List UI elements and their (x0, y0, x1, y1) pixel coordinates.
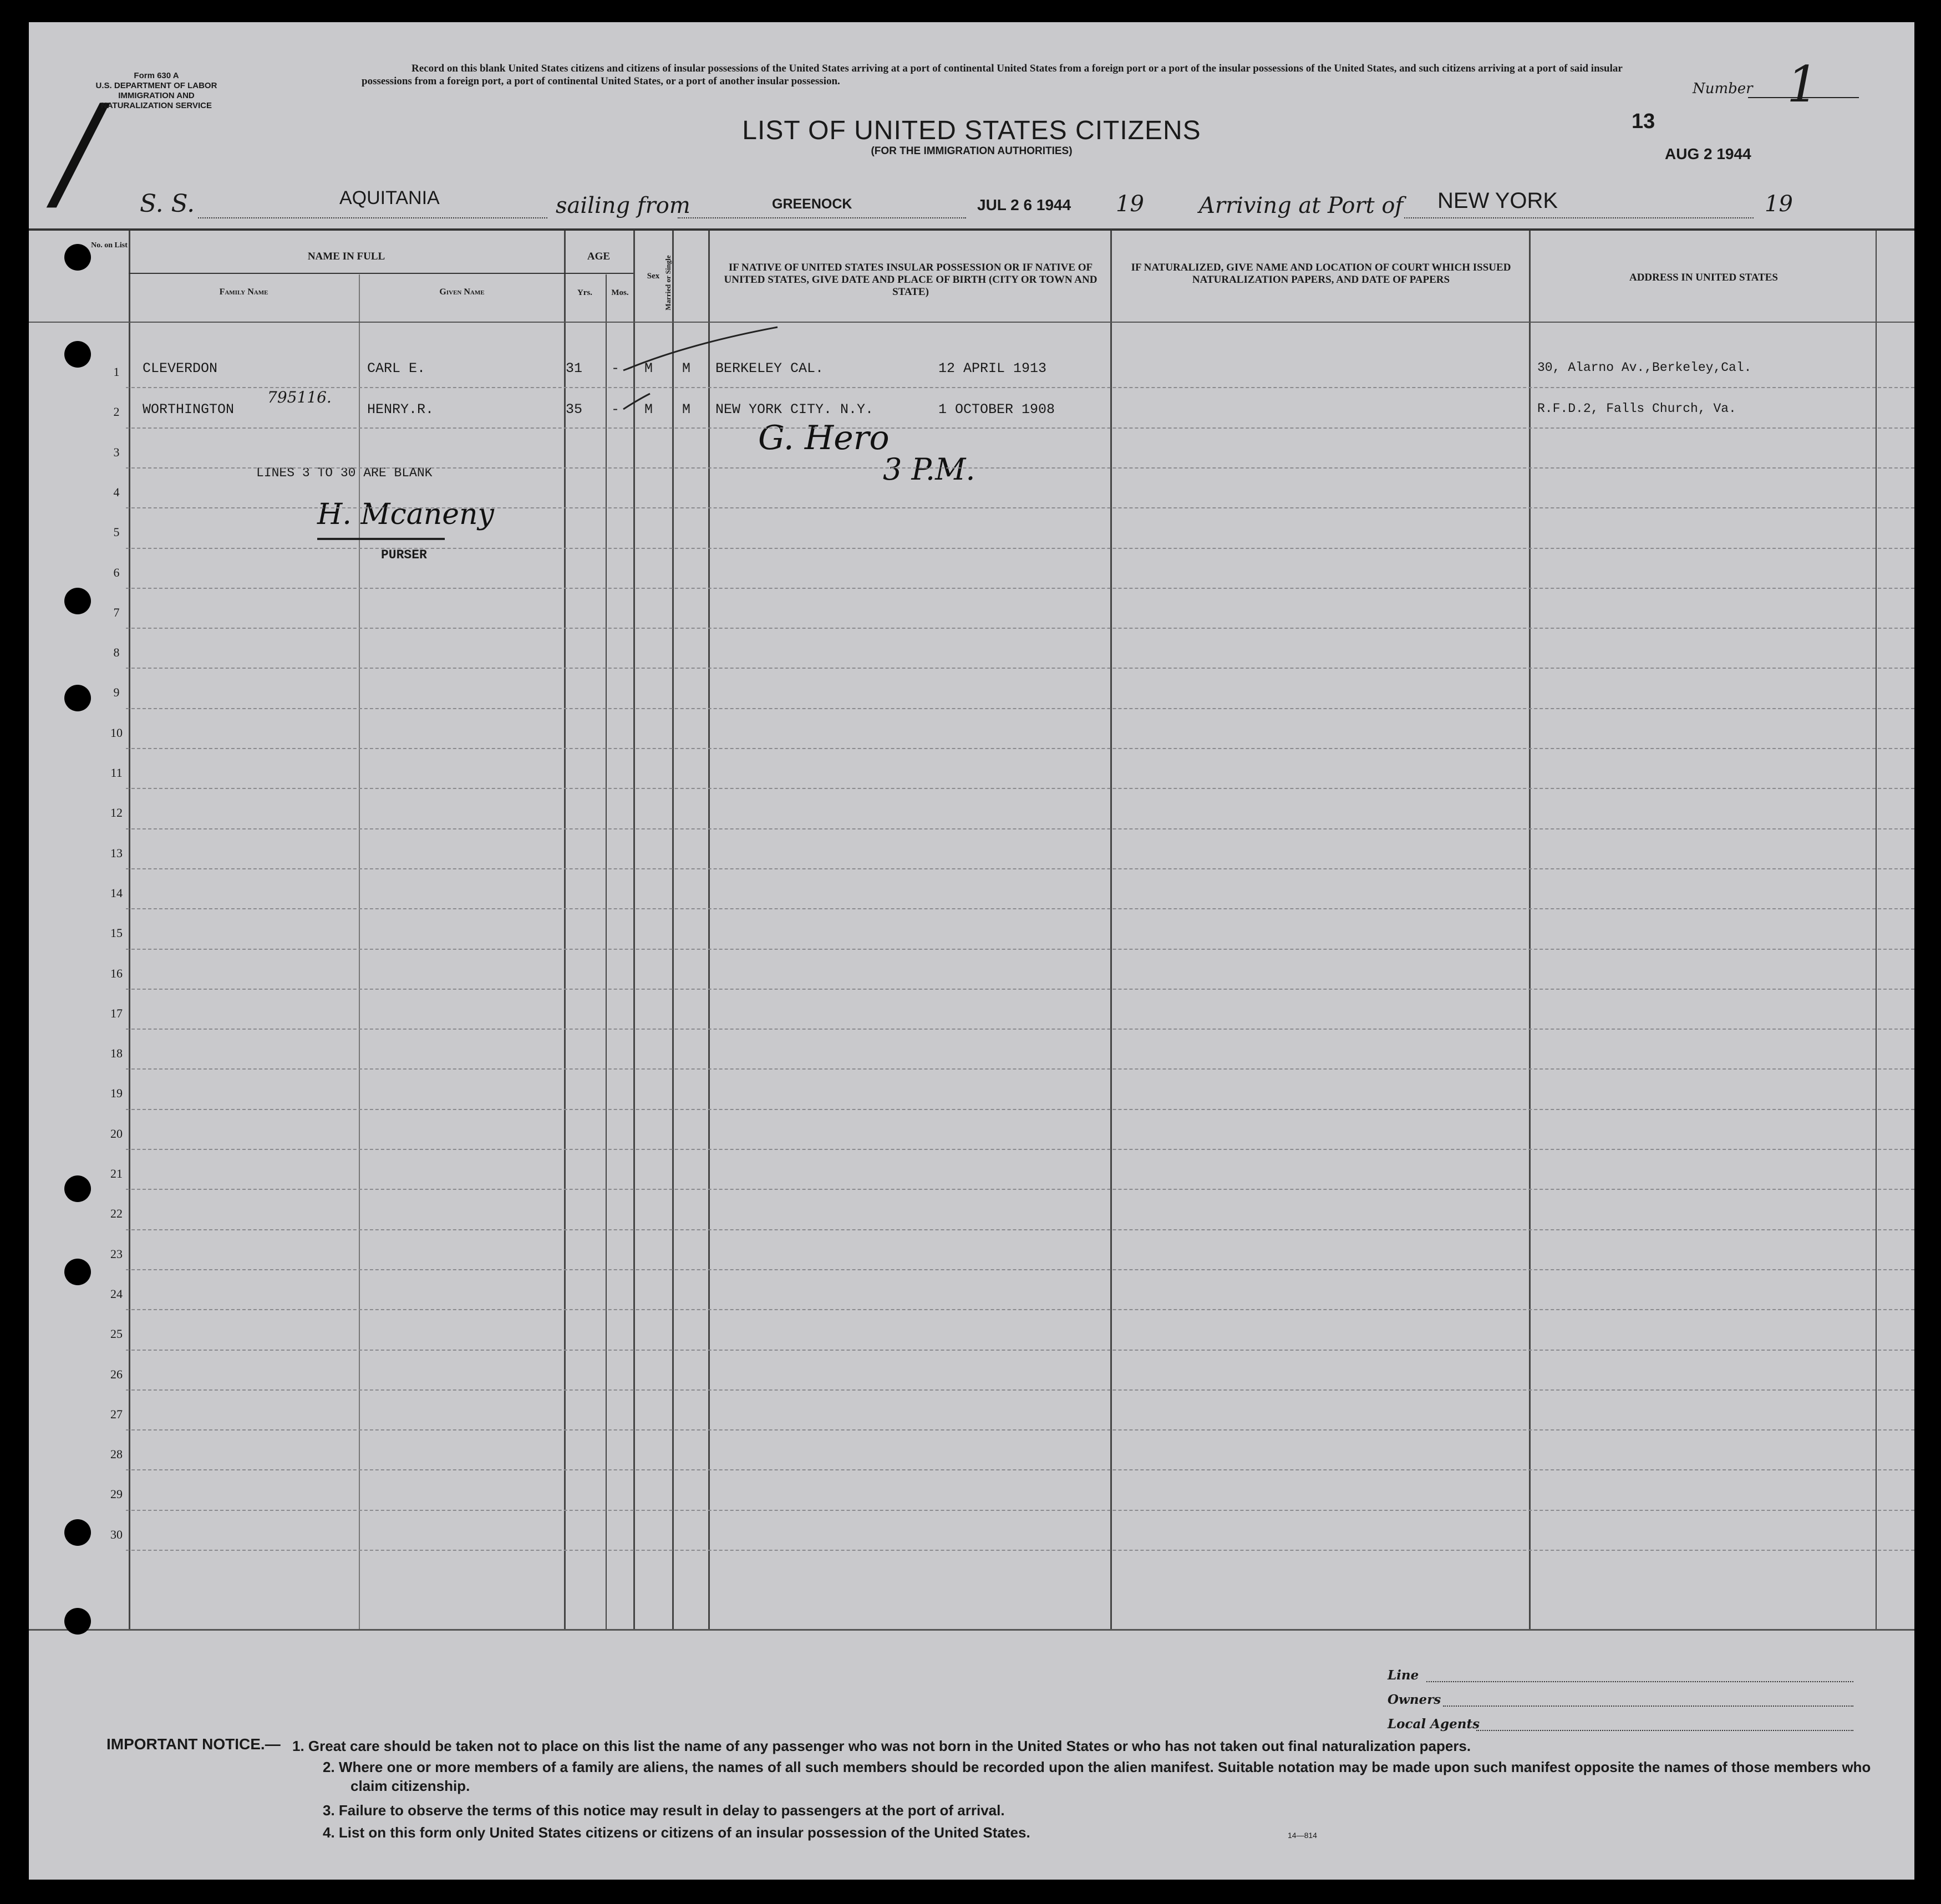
row-2-given: HENRY.R. (367, 401, 434, 418)
table-bottom-rule (29, 1629, 1914, 1631)
row-grid-line (126, 1029, 1914, 1030)
punch-hole (64, 1175, 91, 1202)
row-number: 22 (110, 1206, 123, 1221)
punch-hole (64, 244, 91, 271)
row-number: 19 (110, 1086, 123, 1101)
header-naturalized: IF NATURALIZED, GIVE NAME AND LOCATION OF COURT WHICH ISSUED NATURALIZATION PAPERS, AND DATE OF PAPERS (1131, 262, 1511, 286)
punch-hole (64, 341, 91, 368)
row-grid-line (126, 1189, 1914, 1190)
row-grid-line (126, 427, 1914, 429)
row-2-yrs: 35 (566, 401, 583, 418)
row-1-birthplace: BERKELEY CAL. (715, 360, 824, 376)
form-number: Form 630 A (134, 71, 179, 80)
col-divider-sex (633, 231, 635, 1629)
stamp-number: 13 (1632, 110, 1655, 133)
row-number: 28 (110, 1447, 123, 1462)
row-2-address: R.F.D.2, Falls Church, Va. (1537, 401, 1736, 416)
row-number: 17 (110, 1006, 123, 1020)
row-number: 30 (110, 1527, 123, 1541)
row-grid-line (126, 1389, 1914, 1391)
notice-label: IMPORTANT NOTICE.— (106, 1735, 281, 1753)
row-grid-line (126, 1550, 1914, 1551)
row-grid-line (126, 989, 1914, 990)
row-number: 5 (113, 525, 120, 539)
footer-code: 14—814 (1288, 1831, 1317, 1840)
line-label: Line (1388, 1668, 1419, 1683)
year-prefix-arrival: 19 (1765, 191, 1793, 217)
header-name-in-full: NAME IN FULL (307, 251, 385, 262)
row-grid-line (126, 628, 1914, 629)
col-divider-natural (1110, 231, 1112, 1629)
row-grid-line (126, 1149, 1914, 1150)
row-number: 16 (110, 966, 123, 980)
row-1-birthdate: 12 APRIL 1913 (938, 360, 1047, 376)
punch-hole (64, 588, 91, 614)
row-1-mos: - (611, 360, 620, 376)
row-number: 13 (110, 846, 123, 860)
header-age-divider (564, 273, 633, 274)
form-department: U.S. DEPARTMENT OF LABOR (95, 81, 217, 90)
header-address: ADDRESS IN UNITED STATES (1629, 272, 1778, 283)
row-grid-line (126, 467, 1914, 469)
row-grid-line (126, 1068, 1914, 1070)
row-grid-line (126, 1429, 1914, 1430)
instructions-text: Record on this blank United States citizens and citizens of insular possessions of the United States arriving at a port of continental United States from a foreign port or a port of the insular possessions of the United States, and such citizens arriving at a port of said insular possessions from a foreign port, a port of continental United States, or a port of another insular possession. (362, 63, 1623, 87)
owners-underline (1443, 1706, 1853, 1707)
col-divider-mos (606, 274, 607, 1629)
punch-hole (64, 685, 91, 711)
row-number: 9 (113, 685, 120, 700)
row-number: 25 (110, 1327, 123, 1341)
row-1-family: CLEVERDON (143, 360, 218, 376)
year-prefix-sailing: 19 (1116, 191, 1144, 217)
header-age: AGE (587, 251, 611, 262)
header-birth: IF NATIVE OF UNITED STATES INSULAR POSSESSION OR IF NATIVE OF UNITED STATES, GIVE DATE AND PLACE OF BIRTH (CITY OR TOWN AND STATE) (724, 262, 1097, 298)
row-2-birthdate: 1 OCTOBER 1908 (938, 401, 1055, 418)
row-grid-line (126, 548, 1914, 549)
header-sex: Sex (647, 272, 660, 281)
row-number: 29 (110, 1487, 123, 1501)
row-grid-line (126, 908, 1914, 909)
inspector-initials: G. Hero (758, 419, 890, 457)
notice-4: 4. List on this form only United States citizens or citizens of an insular possession of the United States. (323, 1824, 1030, 1841)
row-number: 8 (113, 645, 120, 660)
row-1-yrs: 31 (566, 360, 583, 376)
agents-underline (1476, 1730, 1853, 1731)
line-underline (1426, 1681, 1853, 1682)
row-grid-line (126, 387, 1914, 388)
form-service-1: IMMIGRATION AND (118, 91, 195, 100)
row-grid-line (126, 868, 1914, 869)
ship-name: AQUITANIA (339, 187, 440, 208)
row-grid-line (126, 1269, 1914, 1270)
header-yrs: Yrs. (577, 288, 593, 297)
row-1-address: 30, Alarno Av.,Berkeley,Cal. (1537, 360, 1752, 375)
col-divider-birth (708, 231, 710, 1629)
row-2-sex: M (644, 401, 653, 418)
col-divider-ms (672, 231, 674, 1629)
row-number: 26 (110, 1367, 123, 1381)
arrival-port: NEW YORK (1437, 189, 1558, 213)
row-number: 20 (110, 1126, 123, 1141)
row-1-marital: M (682, 360, 691, 376)
number-label: Number (1693, 80, 1753, 97)
blank-lines-note: LINES 3 TO 30 ARE BLANK (256, 466, 433, 480)
punch-hole (64, 1259, 91, 1285)
from-underline (678, 217, 966, 218)
row-number: 21 (110, 1167, 123, 1180)
row-number: 6 (113, 565, 120, 579)
row-number: 12 (110, 806, 123, 820)
row-number: 14 (110, 885, 123, 900)
row-grid-line (126, 1109, 1914, 1110)
row-number: 2 (113, 405, 120, 419)
header-married: Married or Single (664, 255, 672, 310)
ship-underline (198, 217, 547, 218)
col-divider-age (564, 231, 566, 1629)
row-grid-line (126, 507, 1914, 508)
stamp-date: AUG 2 1944 (1665, 145, 1751, 162)
punch-hole (64, 1608, 91, 1635)
row-grid-line (126, 1469, 1914, 1470)
notice-3: 3. Failure to observe the terms of this notice may result in delay to passengers at the port of arrival. (323, 1802, 1005, 1819)
row-number: 27 (110, 1407, 123, 1421)
arriving-label: Arriving at Port of (1199, 193, 1404, 218)
port-underline (1404, 217, 1754, 218)
row-number: 3 (113, 445, 120, 459)
row-grid-line (126, 949, 1914, 950)
row-grid-line (126, 1229, 1914, 1230)
form-service-2: NATURALIZATION SERVICE (100, 101, 212, 110)
row-number: 18 (110, 1046, 123, 1061)
col-divider-address (1529, 231, 1531, 1629)
ss-label: S. S. (140, 190, 195, 218)
purser-signature-line (317, 538, 445, 540)
row-grid-line (126, 788, 1914, 789)
header-given-name: Given Name (439, 287, 485, 297)
row-number: 7 (113, 605, 120, 619)
punch-hole (64, 1519, 91, 1546)
form-id-block (73, 71, 240, 111)
row-2-family: WORTHINGTON (143, 401, 235, 418)
row-grid-line (126, 1350, 1914, 1351)
header-no: No. on List (91, 241, 128, 250)
sailing-label: sailing from (556, 193, 690, 218)
agents-label: Local Agents (1388, 1717, 1480, 1732)
number-value: 1 (1787, 55, 1819, 114)
header-mos: Mos. (611, 288, 629, 297)
header-bottom-rule (29, 322, 1914, 323)
header-name-divider (129, 273, 564, 274)
handwritten-slash: / (57, 78, 100, 226)
row-number: 4 (113, 485, 120, 499)
row-number: 1 (113, 365, 120, 379)
row-1-sex: M (644, 360, 653, 376)
notice-2: 2. Where one or more members of a family are aliens, the names of all such members should be recorded upon the alien manifest. Suitable notation may be made upon such manifest opposite the names of those members who claim citizenship. (323, 1759, 1871, 1794)
row-number: 24 (110, 1286, 123, 1301)
col-divider-right (1876, 231, 1877, 1629)
row-2-mos: - (611, 401, 620, 418)
row-grid-line (126, 828, 1914, 829)
notice-1: 1. Great care should be taken not to place on this list the name of any passenger who was not born in the United States or who has not taken out final naturalization papers. (292, 1738, 1471, 1754)
row-grid-line (126, 708, 1914, 709)
page-subtitle: (FOR THE IMMIGRATION AUTHORITIES) (871, 145, 1073, 157)
purser-label: PURSER (381, 548, 427, 562)
page-title: LIST OF UNITED STATES CITIZENS (742, 116, 1201, 145)
row-2-note: 795116. (267, 388, 332, 406)
manifest-page (29, 22, 1914, 1880)
purser-signature: H. Mcaneny (317, 498, 494, 531)
owners-label: Owners (1388, 1692, 1441, 1707)
sailing-date: JUL 2 6 1944 (977, 196, 1071, 213)
row-grid-line (126, 1510, 1914, 1511)
row-number: 10 (110, 725, 123, 740)
from-port: GREENOCK (772, 196, 852, 212)
inspector-time: 3 P.M. (883, 452, 975, 487)
row-2-birthplace: NEW YORK CITY. N.Y. (715, 401, 874, 418)
row-2-marital: M (682, 401, 691, 418)
row-number: 23 (110, 1246, 123, 1261)
row-1-given: CARL E. (367, 360, 426, 376)
row-grid-line (126, 1309, 1914, 1310)
row-grid-line (126, 748, 1914, 749)
row-number: 15 (110, 926, 123, 940)
row-number: 11 (110, 766, 123, 780)
row-grid-line (126, 668, 1914, 669)
pen-check-marks (606, 316, 789, 427)
header-family-name: Family Name (219, 287, 268, 297)
row-grid-line (126, 588, 1914, 589)
